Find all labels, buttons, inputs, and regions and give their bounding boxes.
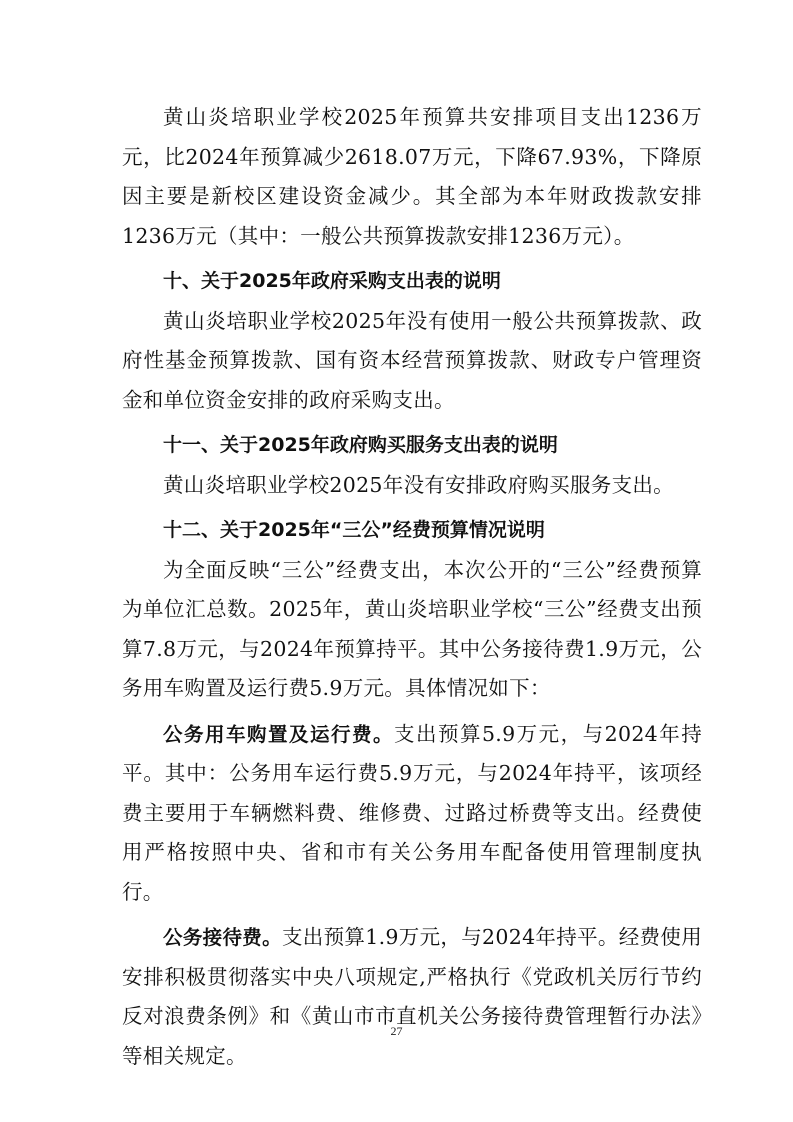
reception-expenses-text: 支出预算1.9万元，与2024年持平。经费使用安排积极贯彻落实中央八项规定,严格执行《党政机关厉行节约反对浪费条例》和《黄山市市直机关公务接待费管理暂行办法》等相关规定。 [122, 925, 702, 1068]
paragraph-reception-expenses [122, 918, 702, 1076]
vehicle-expenses-text: 支出预算5.9万元，与2024年持平。其中：公务用车运行费5.9万元，与2024年持平，该项经费主要用于车辆燃料费、维修费、过路过桥费等支出。经费使用严格按照中央、省和市有关公务用车配备使用管理制度执行。 [122, 721, 702, 904]
reception-expenses-lead: 公务接待费。 [163, 926, 282, 949]
heading-section-10: 十、关于2025年政府采购支出表的说明 [163, 270, 501, 292]
paragraph-vehicle-expenses [122, 715, 702, 913]
paragraph-project-expenditure: 黄山炎培职业学校2025年预算共安排项目支出1236万元，比2024年预算减少2618.07万元，下降67.93%，下降原因主要是新校区建设资金减少。其全部为本年财政拨款安排1236万元（其中：一般公共预算拨款安排1236万元）。 [122, 105, 702, 248]
heading-section-11: 十一、关于2025年政府购买服务支出表的说明 [163, 434, 558, 456]
vehicle-expenses-lead: 公务用车购置及运行费。 [163, 722, 394, 746]
document-body [122, 98, 702, 1076]
paragraph-government-services: 黄山炎培职业学校2025年没有安排政府购买服务支出。 [163, 472, 674, 497]
paragraph-three-public-expenses: 为全面反映“三公”经费支出，本次公开的“三公”经费预算为单位汇总数。2025年，黄山炎培职业学校“三公”经费支出预算7.8万元，与2024年预算持平。其中公务接待费1.9万元，公务用车购置及运行费5.9万元。具体情况如下： [122, 557, 702, 700]
paragraph-government-procurement: 黄山炎培职业学校2025年没有使用一般公共预算拨款、政府性基金预算拨款、国有资本经营预算拨款、财政专户管理资金和单位资金安排的政府采购支出。 [122, 308, 702, 412]
heading-section-12: 十二、关于2025年“三公”经费预算情况说明 [163, 519, 545, 541]
page-number: 27 [390, 1024, 403, 1038]
